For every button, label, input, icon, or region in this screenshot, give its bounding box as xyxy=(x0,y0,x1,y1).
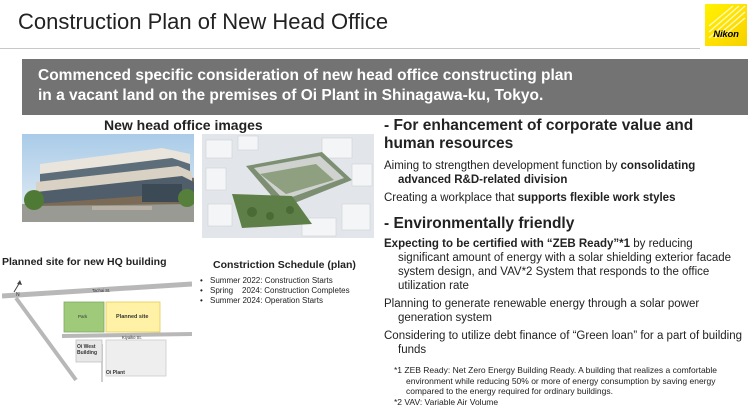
map-park-label: Park xyxy=(78,314,88,319)
schedule-heading: Constriction Schedule (plan) xyxy=(213,259,356,271)
page-title: Construction Plan of New Head Office xyxy=(18,9,389,34)
section-heading-value: - For enhancement of corporate value and human resources xyxy=(384,117,694,152)
footnote-zeb: *1 ZEB Ready: Net Zero Energy Building Ready. A building that realizes a comfortable environment while reducing 50% or more of energy consumption by saving energy compared to the energy required for ordinary buildings. xyxy=(394,365,718,396)
paragraph-zeb: Expecting to be certified with “ZEB Ready”*1 by reducing significant amount of energy with a solar shielding exterior facade system design, and VAV*2 System that responds to the office utilization rate xyxy=(384,238,732,292)
nikon-logo xyxy=(705,4,747,46)
paragraph-workstyle: Creating a workplace that supports flexible work styles xyxy=(384,192,676,204)
banner xyxy=(22,59,748,115)
map-street-top-label: Tachai St. xyxy=(92,288,111,293)
details-column xyxy=(384,117,746,407)
schedule-item: • Spring 2024: Construction Completes xyxy=(200,286,350,296)
paragraph-green-loan: Considering to utilize debt finance of “Green loan” for a part of building funds xyxy=(384,330,742,356)
images-heading: New head office images xyxy=(104,117,263,133)
section-heading-environment: - Environmentally friendly xyxy=(384,215,575,232)
map-planned-site-label: Planned site xyxy=(116,314,149,320)
head-office-rendering-aerial xyxy=(202,134,374,238)
logo-wordmark: Nikon xyxy=(713,29,739,40)
map-street-mid-label: Kiyaiko St. xyxy=(122,335,142,340)
paragraph-solar: Planning to generate renewable energy through a solar power generation system xyxy=(384,298,700,324)
site-heading: Planned site for new HQ building xyxy=(2,256,167,268)
map-oi-west-line1: Oi West xyxy=(77,344,96,350)
map-oi-plant-label: Oi Plant xyxy=(106,370,125,376)
head-office-rendering-exterior xyxy=(22,134,194,222)
paragraph-rnd: Aiming to strengthen development function by consolidating advanced R&D-related division xyxy=(384,160,696,186)
map-oi-west-line2: Building xyxy=(77,350,97,356)
schedule-list xyxy=(200,276,350,306)
schedule-item: • Summer 2024: Operation Starts xyxy=(200,296,350,306)
site-map xyxy=(2,272,192,382)
title-divider xyxy=(0,48,700,49)
footnote-vav: *2 VAV: Variable Air Volume xyxy=(394,396,499,407)
banner-text: Commenced specific consideration of new head office constructing plan in a vacant land on the premises of Oi Plant in Shinagawa-ku, Tokyo. xyxy=(38,67,573,104)
map-oi-west-label xyxy=(77,344,97,356)
footnotes xyxy=(384,365,746,407)
map-north-label: N xyxy=(16,292,20,298)
schedule-item: • Summer 2022: Construction Starts xyxy=(200,276,350,286)
